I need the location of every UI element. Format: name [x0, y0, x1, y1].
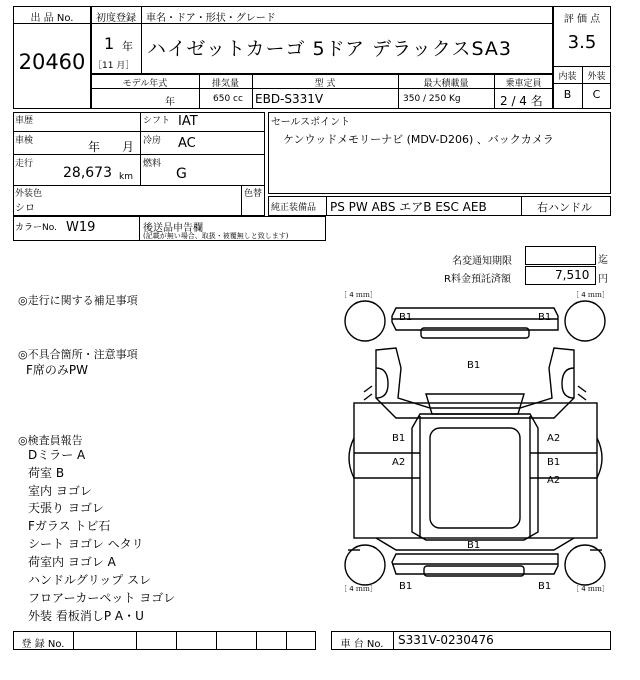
first-reg-label: 初度登録: [96, 13, 136, 24]
inspection-year: 年: [88, 140, 101, 154]
inspector-line: 外装 看板消しP A・U: [28, 609, 144, 623]
displacement-label: 排気量: [211, 79, 239, 89]
damage-mark-left-rear-door: A2: [392, 457, 406, 468]
lot-label: 出 品 No.: [30, 13, 74, 24]
exterior-color-label: 外装色: [15, 189, 43, 199]
recycle-label: R料金預託済額: [444, 274, 511, 285]
car-name: ハイゼットカーゴ 5ドア デラックスSA3: [147, 38, 513, 60]
inspector-line: Dミラー A: [28, 448, 86, 462]
exterior-label: 外装: [587, 72, 606, 82]
name-change-box: [525, 246, 596, 265]
exterior-color-value: シロ: [15, 203, 35, 214]
details-left: [13, 112, 265, 216]
genuine-equipment-label: 純正装備品: [271, 203, 317, 213]
max-load-value: 350 / 250 Kg: [403, 94, 461, 104]
interior-label: 内装: [558, 72, 577, 82]
model-label: 型 式: [314, 79, 336, 89]
damage-mark-front-left: B1: [399, 312, 413, 323]
capacity-label: 乗車定員: [505, 79, 542, 89]
chassis-label: 車 台 No.: [340, 639, 384, 650]
color-no-label: カラーNo.: [15, 223, 57, 233]
inspector-line: ハンドルグリップ スレ: [28, 573, 152, 587]
damage-mark-hood: B1: [467, 360, 481, 371]
history-label: 車歴: [15, 116, 34, 126]
model-year-value: 年: [165, 97, 175, 108]
inspector-line: 室内 ヨゴレ: [28, 484, 92, 498]
inspector-line: Fガラス トビ石: [28, 519, 111, 533]
damage-mark-left-front-door: B1: [392, 433, 406, 444]
sales-points-value: ケンウッドメモリーナビ (MDV-D206) 、バックカメラ: [283, 133, 554, 146]
car-name-label: 車名・ドア・形状・グレード: [146, 13, 276, 24]
damage-mark-rear-gate: B1: [467, 540, 481, 551]
steering-value: 右ハンドル: [537, 201, 592, 214]
damage-mark-rear-right: B1: [538, 581, 552, 592]
mileage-label: 走行: [15, 159, 34, 169]
color-change-label: 色替: [244, 189, 263, 199]
model-value: EBD-S331V: [255, 92, 324, 106]
color-no-value: W19: [66, 220, 96, 235]
defects-label: ◎不具合箇所・注意事項: [18, 348, 138, 361]
genuine-equipment-value: PS PW ABS エアB ESC AEB: [330, 200, 487, 214]
inspection-label: 車検: [15, 136, 34, 146]
ac-value: AC: [178, 136, 196, 151]
first-reg-year: 1: [104, 34, 115, 53]
car-damage-diagram: [338, 288, 612, 600]
lot-number: 20460: [18, 50, 86, 74]
damage-mark-front-right: B1: [538, 312, 552, 323]
inspector-line: 荷室内 ヨゴレ A: [28, 555, 116, 569]
shift-value: IAT: [178, 114, 198, 129]
recycle-unit: 円: [598, 274, 608, 285]
damage-mark-rear-left: B1: [399, 581, 413, 592]
inspector-line: シート ヨゴレ ヘタリ: [28, 537, 144, 551]
name-change-unit: 迄: [598, 255, 608, 266]
shift-label: シフト: [143, 116, 171, 126]
score-value: 3.5: [567, 32, 597, 53]
ac-label: 冷房: [143, 136, 162, 146]
driving-remarks-label: ◎走行に関する補足事項: [18, 294, 138, 307]
sales-points-label: セールスポイント: [271, 117, 351, 128]
exterior-grade: C: [592, 88, 601, 101]
damage-mark-right-mid: B1: [547, 457, 561, 468]
defects-line: F席のみPW: [26, 363, 89, 377]
inspector-line: フロアーカーペット ヨゴレ: [28, 591, 176, 605]
capacity-value: 2 / 4 名: [500, 94, 543, 108]
post-docs-note: (記載が無い場合、取扱・被覆無しと致します): [143, 232, 289, 240]
first-reg-year-unit: 年: [122, 40, 133, 53]
model-year-label: モデル年式: [122, 79, 168, 89]
inspector-line: 天張り ヨゴレ: [28, 501, 104, 515]
mileage-value: 28,673: [63, 165, 112, 181]
max-load-label: 最大積載量: [423, 79, 469, 89]
inspection-month: 月: [122, 140, 135, 154]
recycle-value: 7,510: [555, 268, 590, 282]
post-docs-label: 後送品申告欄: [143, 223, 203, 234]
interior-grade: B: [563, 88, 572, 101]
corner-label-rear-left: ［ 4 ｍｍ］: [340, 585, 377, 593]
damage-mark-right-rear: A2: [547, 475, 561, 486]
score-label: 評 価 点: [563, 14, 601, 25]
damage-mark-right-front-door: A2: [547, 433, 561, 444]
corner-label-front-right: ［ 4 ｍｍ］: [572, 291, 609, 299]
mileage-unit: km: [119, 172, 133, 182]
reg-no-label: 登 録 No.: [21, 639, 65, 650]
displacement-value: 650 cc: [213, 94, 243, 104]
chassis-value: S331V-0230476: [398, 633, 494, 647]
name-change-label: 名変通知期限: [452, 256, 512, 267]
corner-label-front-left: ［ 4 ｍｍ］: [340, 291, 377, 299]
first-reg-month: ［11 月］: [93, 61, 135, 71]
inspector-label: ◎検査員報告: [18, 434, 83, 447]
fuel-label: 燃料: [143, 159, 162, 169]
inspector-line: 荷室 B: [28, 466, 65, 480]
fuel-value: G: [176, 166, 187, 182]
corner-label-rear-right: ［ 4 ｍｍ］: [572, 585, 609, 593]
